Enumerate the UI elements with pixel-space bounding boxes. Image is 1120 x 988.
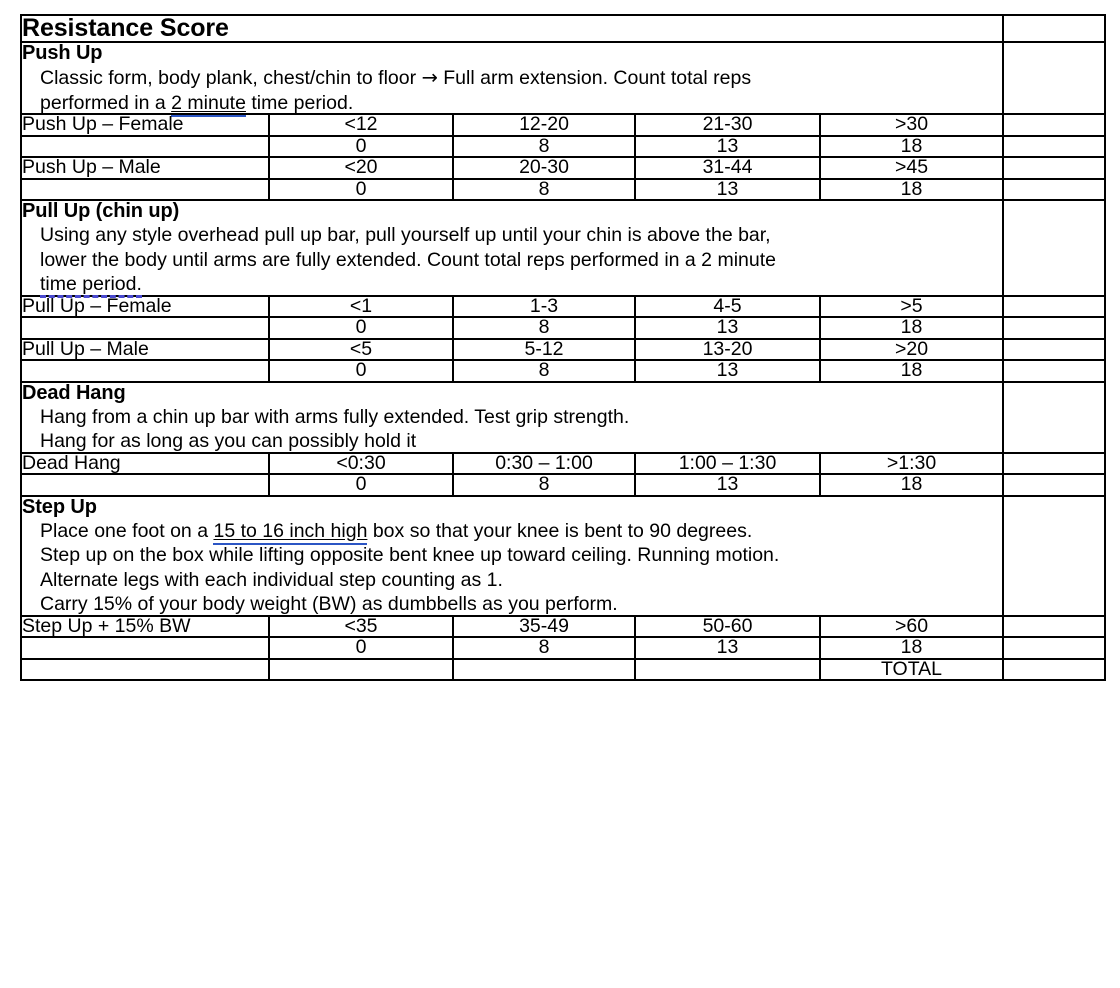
table-row-dead-hang-description — [21, 382, 1105, 453]
table-row-dead-hang-ranges — [21, 453, 1105, 475]
table-row-push-up-male-scores — [21, 179, 1105, 201]
pull-up-male-range-2: 5-12 — [453, 339, 635, 361]
total-blank-2 — [269, 659, 453, 681]
step-up-score-3: 13 — [635, 637, 820, 659]
dead-hang-score-1: 0 — [269, 474, 453, 496]
push-up-line-2-part-a: performed in a — [40, 91, 172, 114]
pull-up-female-range-2: 1-3 — [453, 296, 635, 318]
table-row-pull-up-female-ranges — [21, 296, 1105, 318]
dead-hang-range-1: <0:30 — [269, 453, 453, 475]
table-row-pull-up-description — [21, 200, 1105, 296]
table-row-pull-up-male-ranges — [21, 339, 1105, 361]
push-up-male-range-2: 20-30 — [453, 157, 635, 179]
pull-up-female-score-label-blank — [21, 317, 269, 339]
step-up-line-1-part-b: box so that your knee is bent to 90 degrees. — [367, 519, 753, 542]
push-up-line-1-part-b: Full arm extension. Count total reps — [437, 67, 752, 89]
push-up-description-score-cell[interactable] — [1003, 42, 1105, 114]
step-up-box-height-link[interactable]: 15 to 16 inch high — [213, 520, 367, 545]
total-label: TOTAL — [820, 659, 1003, 681]
push-up-female-score-entry[interactable] — [1003, 136, 1105, 158]
table-row-dead-hang-scores — [21, 474, 1105, 496]
pull-up-female-score-3: 13 — [635, 317, 820, 339]
right-arrow-icon: → — [421, 66, 438, 89]
table-row-push-up-female-ranges — [21, 114, 1105, 136]
pull-up-line-1: Using any style overhead pull up bar, pull yourself up until your chin is above the bar, — [40, 224, 771, 246]
table-row-step-up-ranges — [21, 616, 1105, 638]
push-up-male-score-3: 13 — [635, 179, 820, 201]
dead-hang-score-label-blank — [21, 474, 269, 496]
pull-up-female-label: Pull Up – Female — [21, 296, 269, 318]
push-up-female-score-1: 0 — [269, 136, 453, 158]
push-up-male-label: Push Up – Male — [21, 157, 269, 179]
pull-up-male-range-4: >20 — [820, 339, 1003, 361]
pull-up-male-score-3: 13 — [635, 360, 820, 382]
push-up-female-score-2: 8 — [453, 136, 635, 158]
pull-up-female-range-3: 4-5 — [635, 296, 820, 318]
push-up-female-score-label-blank — [21, 136, 269, 158]
push-up-duration-link[interactable]: 2 minute — [171, 92, 246, 117]
dead-hang-title: Dead Hang — [22, 381, 126, 404]
step-up-line-4: Carry 15% of your body weight (BW) as dumbbells as you perform. — [40, 593, 618, 615]
step-up-line-1-part-a: Place one foot on a — [40, 519, 214, 542]
pull-up-male-score-2: 8 — [453, 360, 635, 382]
push-up-male-range-4: >45 — [820, 157, 1003, 179]
push-up-male-score-1: 0 — [269, 179, 453, 201]
total-blank-4 — [635, 659, 820, 681]
push-up-male-score-4: 18 — [820, 179, 1003, 201]
header-score-cell[interactable] — [1003, 15, 1105, 42]
page-title: Resistance Score — [21, 15, 1003, 42]
push-up-female-range-score-cell[interactable] — [1003, 114, 1105, 136]
total-blank-1 — [21, 659, 269, 681]
table-row-header — [21, 15, 1105, 42]
step-up-title: Step Up — [22, 495, 97, 518]
dead-hang-score-entry[interactable] — [1003, 474, 1105, 496]
dead-hang-range-score-cell[interactable] — [1003, 453, 1105, 475]
dead-hang-score-4: 18 — [820, 474, 1003, 496]
push-up-line-2-part-b: time period. — [245, 91, 354, 114]
push-up-female-score-4: 18 — [820, 136, 1003, 158]
pull-up-female-range-score-cell[interactable] — [1003, 296, 1105, 318]
pull-up-description-score-cell[interactable] — [1003, 200, 1105, 296]
table-row-push-up-description — [21, 42, 1105, 114]
table-row-push-up-female-scores — [21, 136, 1105, 158]
table-row-step-up-description — [21, 496, 1105, 616]
dead-hang-label: Dead Hang — [21, 453, 269, 475]
step-up-description-score-cell[interactable] — [1003, 496, 1105, 616]
pull-up-male-range-score-cell[interactable] — [1003, 339, 1105, 361]
step-up-score-2: 8 — [453, 637, 635, 659]
table-row-pull-up-male-scores — [21, 360, 1105, 382]
pull-up-line-3 — [22, 275, 1002, 295]
step-up-line-1 — [22, 519, 1002, 542]
pull-up-male-label: Pull Up – Male — [21, 339, 269, 361]
dead-hang-line-2: Hang for as long as you can possibly hold it — [40, 430, 417, 452]
push-up-line-2 — [22, 91, 1002, 114]
pull-up-male-score-4: 18 — [820, 360, 1003, 382]
step-up-range-score-cell[interactable] — [1003, 616, 1105, 638]
table-row-push-up-male-ranges — [21, 157, 1105, 179]
dead-hang-description — [21, 382, 1003, 453]
step-up-range-3: 50-60 — [635, 616, 820, 638]
push-up-title: Push Up — [22, 42, 103, 64]
pull-up-female-score-2: 8 — [453, 317, 635, 339]
pull-up-male-score-1: 0 — [269, 360, 453, 382]
pull-up-grammar-flagged-text[interactable]: time period. — [40, 273, 142, 298]
step-up-score-1: 0 — [269, 637, 453, 659]
push-up-male-range-score-cell[interactable] — [1003, 157, 1105, 179]
push-up-female-range-2: 12-20 — [453, 114, 635, 136]
pull-up-male-score-entry[interactable] — [1003, 360, 1105, 382]
push-up-female-label: Push Up – Female — [21, 114, 269, 136]
dead-hang-range-3: 1:00 – 1:30 — [635, 453, 820, 475]
total-blank-3 — [453, 659, 635, 681]
dead-hang-description-score-cell[interactable] — [1003, 382, 1105, 453]
push-up-male-score-2: 8 — [453, 179, 635, 201]
table-row-step-up-scores — [21, 637, 1105, 659]
step-up-line-3: Alternate legs with each individual step counting as 1. — [40, 568, 503, 591]
step-up-range-1: <35 — [269, 616, 453, 638]
push-up-female-range-3: 21-30 — [635, 114, 820, 136]
pull-up-female-range-1: <1 — [269, 296, 453, 318]
step-up-score-label-blank — [21, 637, 269, 659]
push-up-male-score-entry[interactable] — [1003, 179, 1105, 201]
push-up-female-range-4: >30 — [820, 114, 1003, 136]
table-row-total — [21, 659, 1105, 681]
table-row-pull-up-female-scores — [21, 317, 1105, 339]
push-up-male-score-label-blank — [21, 179, 269, 201]
pull-up-line-2: lower the body until arms are fully extended. Count total reps performed in a 2 minute — [40, 248, 776, 271]
step-up-label: Step Up + 15% BW — [21, 616, 269, 638]
dead-hang-range-4: >1:30 — [820, 453, 1003, 475]
pull-up-female-range-4: >5 — [820, 296, 1003, 318]
step-up-score-entry[interactable] — [1003, 637, 1105, 659]
dead-hang-score-2: 8 — [453, 474, 635, 496]
pull-up-female-score-entry[interactable] — [1003, 317, 1105, 339]
total-value-entry[interactable] — [1003, 659, 1105, 681]
push-up-description — [21, 42, 1003, 114]
step-up-range-2: 35-49 — [453, 616, 635, 638]
push-up-male-range-3: 31-44 — [635, 157, 820, 179]
pull-up-female-score-1: 0 — [269, 317, 453, 339]
resistance-score-table — [20, 14, 1106, 681]
dead-hang-range-2: 0:30 – 1:00 — [453, 453, 635, 475]
push-up-male-range-1: <20 — [269, 157, 453, 179]
step-up-score-4: 18 — [820, 637, 1003, 659]
dead-hang-score-3: 13 — [635, 474, 820, 496]
step-up-line-2: Step up on the box while lifting opposite bent knee up toward ceiling. Running motion. — [40, 544, 780, 566]
push-up-female-score-3: 13 — [635, 136, 820, 158]
pull-up-female-score-4: 18 — [820, 317, 1003, 339]
push-up-line-1 — [22, 68, 1002, 89]
pull-up-male-score-label-blank — [21, 360, 269, 382]
pull-up-description — [21, 200, 1003, 296]
pull-up-title: Pull Up (chin up) — [22, 200, 180, 222]
dead-hang-line-1: Hang from a chin up bar with arms fully extended. Test grip strength. — [40, 405, 630, 428]
step-up-description — [21, 496, 1003, 616]
push-up-female-range-1: <12 — [269, 114, 453, 136]
step-up-range-4: >60 — [820, 616, 1003, 638]
push-up-line-1-part-a: Classic form, body plank, chest/chin to floor — [40, 67, 422, 89]
pull-up-male-range-3: 13-20 — [635, 339, 820, 361]
pull-up-male-range-1: <5 — [269, 339, 453, 361]
